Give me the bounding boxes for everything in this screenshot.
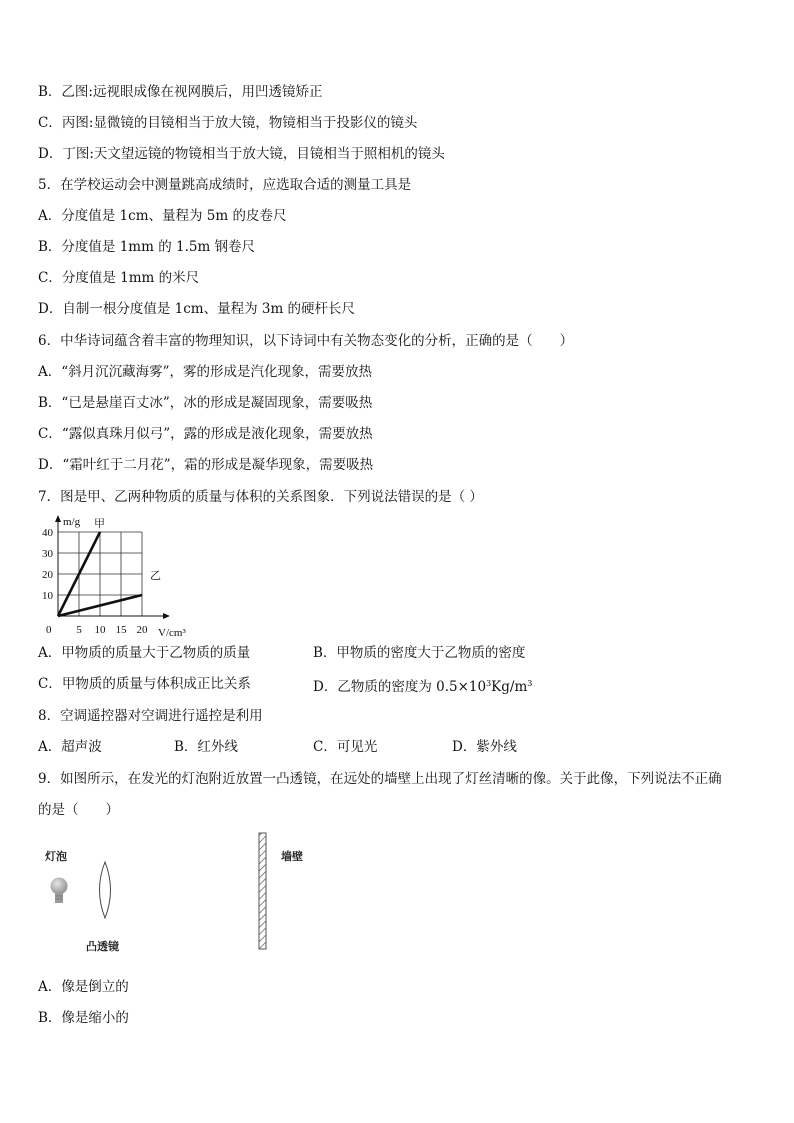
lens-bulb-wall-figure <box>40 828 340 958</box>
x-tick-label: 15 <box>115 624 127 636</box>
series-label-1: 甲 <box>94 518 105 530</box>
y-tick-label: 40 <box>42 527 53 539</box>
wall-icon <box>259 833 266 949</box>
q4-option-d: D．丁图:天文望远镜的物镜相当于放大镜，目镜相当于照相机的镜头 <box>38 146 445 162</box>
x-tick-label: 5 <box>76 624 82 636</box>
bulb-icon <box>51 878 68 904</box>
q4-option-b: B．乙图:远视眼成像在视网膜后，用凹透镜矫正 <box>38 84 323 100</box>
q5-option-c: C．分度值是 1mm 的米尺 <box>38 270 200 286</box>
q6-option-b: B．“已是悬崖百丈冰”，冰的形成是凝固现象，需要吸热 <box>38 395 373 411</box>
q8-option-d: D．紫外线 <box>452 739 517 755</box>
q7-stem: 7．图是甲、乙两种物质的质量与体积的关系图象．下列说法错误的是（ ） <box>38 489 483 505</box>
series-label-2: 乙 <box>150 570 161 582</box>
chart-labels <box>42 516 186 638</box>
x-axis-label: V/cm³ <box>158 627 186 638</box>
q6-option-c: C．“露似真珠月似弓”，露的形成是液化现象，需要放热 <box>38 426 373 442</box>
x-tick-label: 0 <box>46 624 52 636</box>
mass-volume-chart <box>36 512 206 638</box>
q6-option-d: D．“霜叶红于二月花”，霜的形成是凝华现象，需要吸热 <box>38 457 374 473</box>
q8-option-b: B．红外线 <box>174 739 238 755</box>
x-axis-arrow-icon <box>163 613 170 619</box>
q7-option-c: C．甲物质的质量与体积成正比关系 <box>38 676 251 692</box>
q7-option-a: A．甲物质的质量大于乙物质的质量 <box>38 645 251 661</box>
lens-label: 凸透镜 <box>86 940 119 953</box>
bulb-label: 灯泡 <box>45 850 67 863</box>
q9-option-b: B．像是缩小的 <box>38 1010 129 1026</box>
x-tick-label: 10 <box>94 624 106 636</box>
q9-option-a: A．像是倒立的 <box>38 979 129 995</box>
chart-grid <box>58 532 142 616</box>
y-axis-label: m/g <box>63 516 81 528</box>
convex-lens-icon <box>100 862 111 918</box>
wall-label: 墙壁 <box>281 850 303 863</box>
q5-option-b: B．分度值是 1mm 的 1.5m 钢卷尺 <box>38 239 256 255</box>
q6-stem: 6．中华诗词蕴含着丰富的物理知识，以下诗词中有关物态变化的分析，正确的是（ ） <box>38 333 574 349</box>
q7-option-d: D．乙物质的密度为 $0.5\times 10^3Kg/m^3$ <box>313 679 533 695</box>
q5-option-d: D．自制一根分度值是 1cm、量程为 3m 的硬杆长尺 <box>38 301 356 317</box>
q6-option-a: A．“斜月沉沉藏海雾”，雾的形成是汽化现象，需要放热 <box>38 364 373 380</box>
y-tick-label: 10 <box>42 590 53 602</box>
q8-stem: 8．空调遥控器对空调进行遥控是利用 <box>38 708 263 724</box>
y-axis-arrow-icon <box>55 515 61 522</box>
q7-option-b: B．甲物质的密度大于乙物质的密度 <box>313 645 526 661</box>
q9-stem-line2: 的是（ ） <box>38 802 119 818</box>
q8-option-a: A．超声波 <box>38 739 102 755</box>
y-tick-label: 20 <box>42 569 53 581</box>
q4-option-c: C．丙图:显微镜的目镜相当于放大镜，物镜相当于投影仪的镜头 <box>38 115 418 131</box>
x-tick-label: 20 <box>136 624 148 636</box>
q5-option-a: A．分度值是 1cm、量程为 5m 的皮卷尺 <box>38 208 287 224</box>
y-tick-label: 30 <box>42 548 53 560</box>
q5-stem: 5．在学校运动会中测量跳高成绩时，应选取合适的测量工具是 <box>38 177 412 193</box>
q9-stem-line1: 9．如图所示，在发光的灯泡附近放置一凸透镜，在远处的墙壁上出现了灯丝清晰的像。关于此像，下列说法不正确 <box>38 771 722 787</box>
q8-option-c: C．可见光 <box>313 739 378 755</box>
